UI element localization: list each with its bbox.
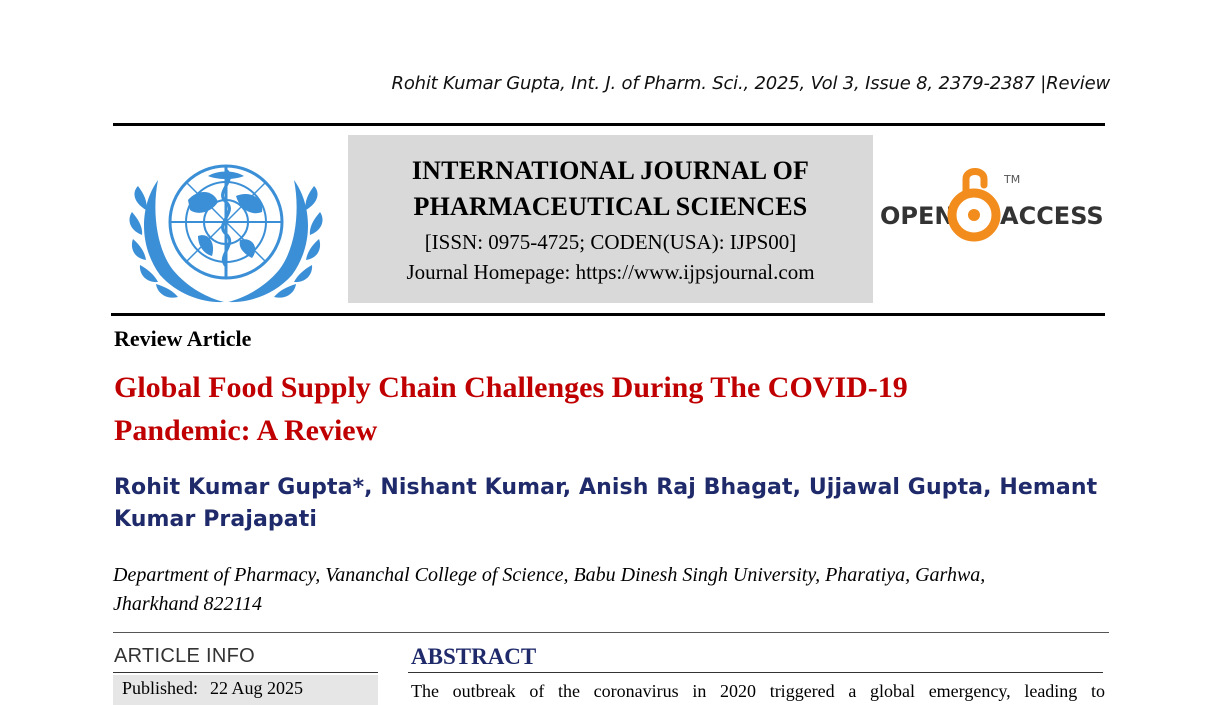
published-date-box [113, 675, 378, 705]
published-label: Published: [122, 678, 199, 698]
section-divider [113, 632, 1109, 633]
affiliation-line1: Department of Pharmacy, Vananchal College of Science, Babu Dinesh Singh University, Pharatiya, Garhwa, [113, 564, 986, 586]
top-rule [113, 123, 1105, 126]
affiliation-line2: Jharkhand 822114 [113, 593, 263, 615]
abstract-text: The outbreak of the coronavirus in 2020 triggered a global emergency, leading to [411, 681, 1105, 701]
abstract-heading: ABSTRACT [411, 644, 537, 669]
author-list [114, 472, 1104, 536]
journal-title-line1: INTERNATIONAL JOURNAL OF [411, 156, 810, 185]
author-affiliation [113, 561, 1103, 619]
open-access-open-text: OPEN [880, 202, 955, 230]
published-date: 22 Aug 2025 [210, 678, 304, 698]
article-title-line2: Pandemic: A Review [114, 414, 378, 447]
article-info-underline [113, 672, 378, 673]
journal-issn: [ISSN: 0975-4725; CODEN(USA): IJPS00] [424, 230, 797, 254]
article-type: Review Article [114, 326, 252, 351]
un-emblem-logo [128, 140, 324, 306]
open-access-logo [880, 165, 1110, 255]
journal-masthead [348, 135, 873, 303]
abstract-underline [408, 672, 1103, 673]
trademark-mark: TM [1004, 173, 1021, 186]
author-list-line2: Kumar Prajapati [114, 507, 317, 532]
open-access-access-text: ACCESS [1000, 202, 1104, 230]
running-header: Rohit Kumar Gupta, Int. J. of Pharm. Sci., 2025, Vol 3, Issue 8, 2379-2387 |Review [391, 73, 1110, 94]
article-title-line1: Global Food Supply Chain Challenges During The COVID-19 [114, 371, 908, 404]
article-info-heading: ARTICLE INFO [114, 645, 256, 667]
masthead-bottom-rule [111, 313, 1105, 316]
journal-homepage: Journal Homepage: https://www.ijpsjournal.com [406, 260, 815, 284]
journal-title [348, 153, 873, 225]
journal-title-line2: PHARMACEUTICAL SCIENCES [413, 192, 808, 221]
article-title [114, 366, 1014, 452]
author-list-line1: Rohit Kumar Gupta*, Nishant Kumar, Anish Raj Bhagat, Ujjawal Gupta, Hemant [114, 475, 1098, 500]
